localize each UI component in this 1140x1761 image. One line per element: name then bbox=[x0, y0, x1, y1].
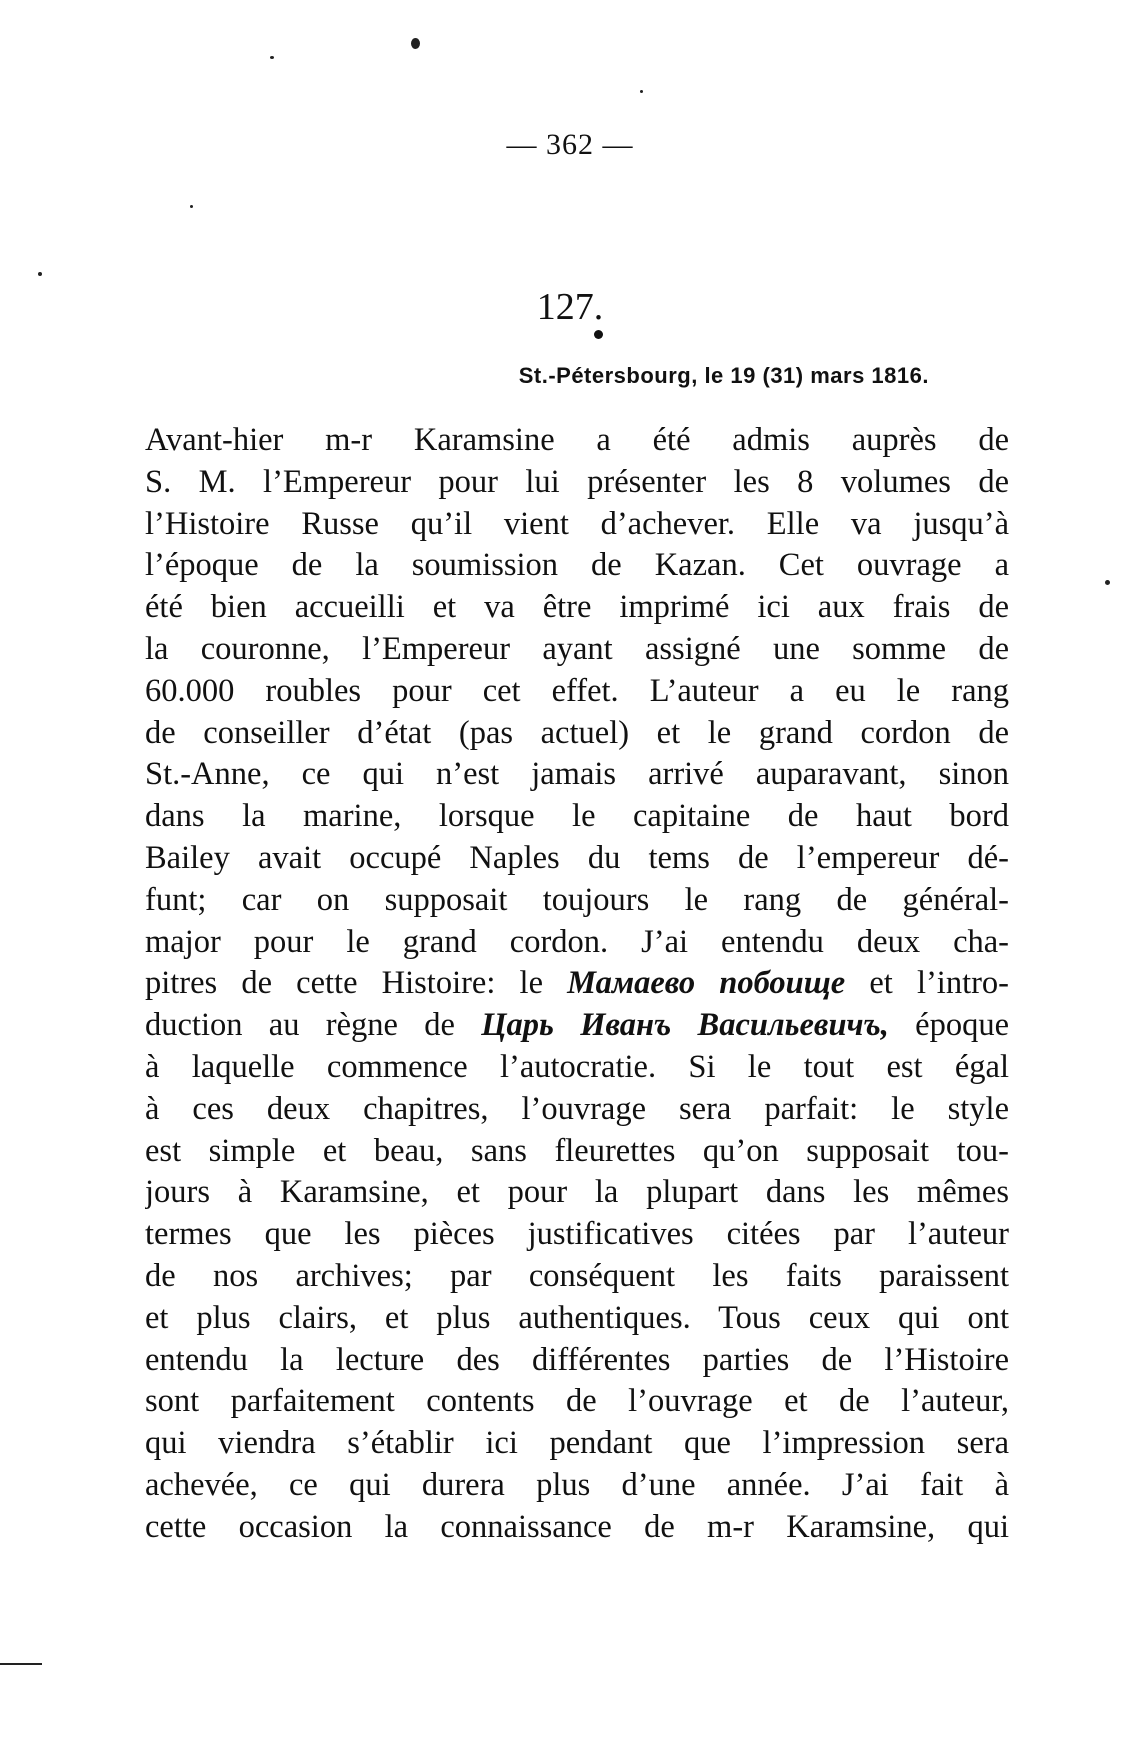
scan-speck bbox=[190, 205, 193, 208]
body-line: la couronne, l’Empereur ayant assigné une somme de bbox=[145, 630, 1009, 667]
body-line: l’époque de la soumission de Kazan. Cet ouvrage a bbox=[145, 547, 1009, 584]
dateline: St.-Pétersbourg, le 19 (31) mars 1816. bbox=[518, 363, 929, 388]
body-line: de conseiller d’état (pas actuel) et le grand cordon de bbox=[145, 714, 1009, 751]
line-text: époque bbox=[888, 1007, 1009, 1044]
scan-speck bbox=[270, 56, 274, 59]
body-line: St.-Anne, ce qui n’est jamais arrivé auparavant, sinon bbox=[145, 756, 1009, 793]
body-line: dans la marine, lorsque le capitaine de haut bord bbox=[145, 798, 1009, 835]
scan-speck bbox=[38, 272, 42, 276]
body-line: de nos archives; par conséquent les faits paraissent bbox=[145, 1257, 1009, 1294]
cyrillic-title: Царь Иванъ Васильевичъ, bbox=[481, 1007, 889, 1044]
body-line: l’Histoire Russe qu’il vient d’achever. Elle va jusqu’à bbox=[145, 505, 1009, 542]
bullet-mark bbox=[594, 330, 603, 339]
body-line: 60.000 roubles pour cet effet. L’auteur a eu le rang bbox=[145, 672, 1009, 709]
body-line: jours à Karamsine, et pour la plupart dans les mêmes bbox=[145, 1174, 1009, 1211]
body-line: Avant-hier m-r Karamsine a été admis auprès de bbox=[145, 422, 1009, 458]
line-text: et l’intro- bbox=[845, 965, 1009, 1002]
body-line: à ces deux chapitres, l’ouvrage sera parfait: le style bbox=[145, 1090, 1009, 1127]
body-line: cette occasion la connaissance de m-r Karamsine, qui bbox=[145, 1508, 1009, 1545]
body-line: sont parfaitement contents de l’ouvrage et de l’auteur, bbox=[145, 1383, 1009, 1420]
body-line: à laquelle commence l’autocratie. Si le tout est égal bbox=[145, 1048, 1009, 1085]
body-line: qui viendra s’établir ici pendant que l’impression sera bbox=[145, 1425, 1009, 1462]
rule-mark bbox=[0, 1663, 42, 1665]
body-line: achevée, ce qui durera plus d’une année. J’ai fait à bbox=[145, 1466, 1009, 1503]
page-number: — 362 — bbox=[506, 128, 634, 161]
body-line bbox=[145, 963, 1009, 1005]
body-line: funt; car on supposait toujours le rang de général- bbox=[145, 881, 1009, 918]
body-line bbox=[145, 1005, 1009, 1047]
scan-speck bbox=[640, 90, 643, 93]
scan-speck bbox=[411, 38, 420, 49]
body-line: Bailey avait occupé Naples du tems de l’empereur dé- bbox=[145, 839, 1009, 876]
scan-speck bbox=[1105, 580, 1110, 585]
body-line: major pour le grand cordon. J’ai entendu deux cha- bbox=[145, 923, 1009, 960]
line-text: duction au règne de bbox=[145, 1007, 482, 1044]
cyrillic-title: Мамаево побоище bbox=[567, 965, 846, 1002]
letter-number: 127. bbox=[536, 286, 604, 328]
body-line: et plus clairs, et plus authentiques. Tous ceux qui ont bbox=[145, 1299, 1009, 1336]
body-line: entendu la lecture des différentes parties de l’Histoire bbox=[145, 1341, 1009, 1378]
body-line: S. M. l’Empereur pour lui présenter les 8 volumes de bbox=[145, 463, 1009, 500]
letter-body bbox=[145, 420, 1009, 1549]
line-text: pitres de cette Histoire: le bbox=[145, 965, 568, 1002]
body-line: est simple et beau, sans fleurettes qu’on supposait tou- bbox=[145, 1132, 1009, 1169]
body-line: été bien accueilli et va être imprimé ici aux frais de bbox=[145, 589, 1009, 626]
body-line: termes que les pièces justificatives citées par l’auteur bbox=[145, 1216, 1009, 1253]
